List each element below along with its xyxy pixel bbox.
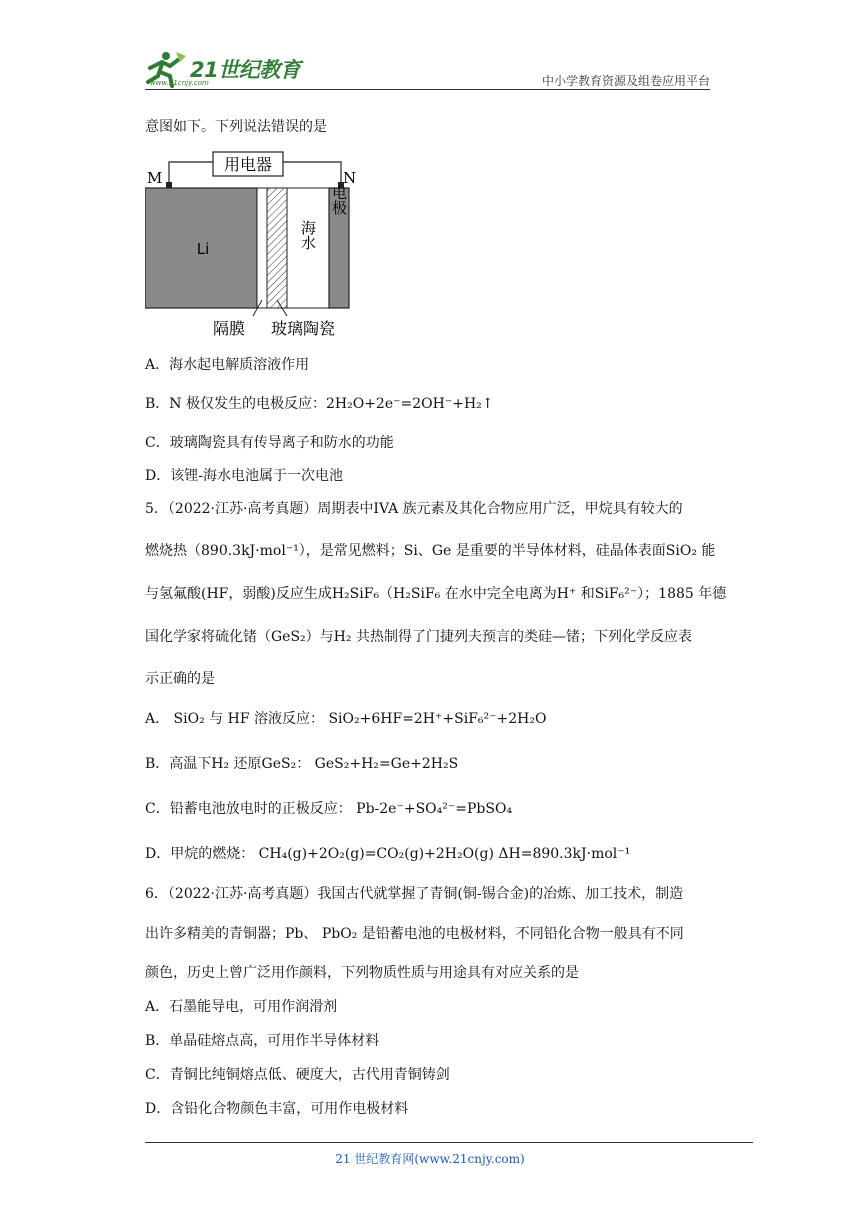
wire-left [169,162,213,182]
seawater-label: 海水 [299,220,317,250]
q5-option-c: C．铅蓄电池放电时的正极反应： Pb-2e⁻+SO₄²⁻=PbSO₄ [145,801,513,817]
footer-divider [145,1142,753,1143]
terminal-n-label: N [343,169,357,187]
q5-stem-line-4: 国化学家将硫化锗（GeS₂）与H₂ 共热制得了门捷列夫预言的类硅—锗；下列化学反应表 [145,629,692,645]
wire-right [283,162,341,182]
header-divider [145,89,710,90]
device-label: 用电器 [223,155,273,174]
q4-option-b: B．N 极仅发生的电极反应：2H₂O+2e⁻=2OH⁻+H₂↑ [145,396,494,412]
footer-link[interactable]: 21 世纪教育网(www.21cnjy.com) [335,1152,525,1166]
electrode-label: 电极 [330,185,348,215]
q5-stem-line-2: 燃烧热（890.3kJ·mol⁻¹），是常见燃料；Si、Ge 是重要的半导体材料，硅晶体表面SiO₂ 能 [145,543,716,559]
li-seawater-battery-figure [145,150,375,340]
battery-diagram [145,150,375,340]
q6-stem-line-2: 出许多精美的青铜器；Pb、 PbO₂ 是铅蓄电池的电极材料，不同铅化合物一般具有不同 [145,926,684,942]
q6-option-c: C．青铜比纯铜熔点低、硬度大，古代用青铜铸剑 [145,1067,450,1083]
q6-stem-line-1: 6．（2022·江苏·高考真题）我国古代就掌握了青铜(铜-锡合金)的冶炼、加工技术，制造 [145,886,684,902]
q6-option-a: A．石墨能导电，可用作润滑剂 [145,999,338,1015]
glass-ceramic [267,188,287,308]
li-label: Li [196,240,210,258]
logo-text: 21世纪教育 [190,58,301,82]
q6-stem-line-3: 颜色，历史上曾广泛用作颜料，下列物质性质与用途具有对应关系的是 [145,965,579,981]
ceramic-label: 玻璃陶瓷 [271,319,336,338]
q6-option-d: D．含铅化合物颜色丰富，可用作电极材料 [145,1101,409,1117]
q4-option-c: C．玻璃陶瓷具有传导离子和防水的功能 [145,435,394,451]
q5-stem-line-1: 5．（2022·江苏·高考真题）周期表中IVA 族元素及其化合物应用广泛，甲烷具有较大的 [145,501,683,517]
q5-stem-line-3: 与氢氟酸(HF，弱酸)反应生成H₂SiF₆（H₂SiF₆ 在水中完全电离为H⁺ 和SiF₆²⁻）；1885 年德 [145,586,727,602]
q4-intro: 意图如下。下列说法错误的是 [145,119,327,135]
q4-option-a: A．海水起电解质溶液作用 [145,357,310,373]
site-logo [140,46,330,92]
q5-option-a: A． SiO₂ 与 HF 溶液反应： SiO₂+6HF=2H⁺+SiF₆²⁻+2H₂O [145,711,547,727]
q4-option-d: D．该锂-海水电池属于一次电池 [145,468,343,484]
terminal-m-label: M [147,169,163,187]
terminal-m-dot [166,182,172,188]
separator-label: 隔膜 [213,319,246,338]
logo-url: www.21cnjy.com [150,79,209,87]
separator [257,188,267,308]
q5-option-b: B．高温下H₂ 还原GeS₂： GeS₂+H₂=Ge+2H₂S [145,756,459,772]
q5-option-d: D．甲烷的燃烧： CH₄(g)+2O₂(g)=CO₂(g)+2H₂O(g) ΔH=890.3kJ·mol⁻¹ [145,846,631,862]
header-tagline: 中小学教育资源及组卷应用平台 [541,74,710,88]
q6-option-b: B．单晶硅熔点高，可用作半导体材料 [145,1033,380,1049]
q5-stem-line-5: 示正确的是 [145,671,215,687]
